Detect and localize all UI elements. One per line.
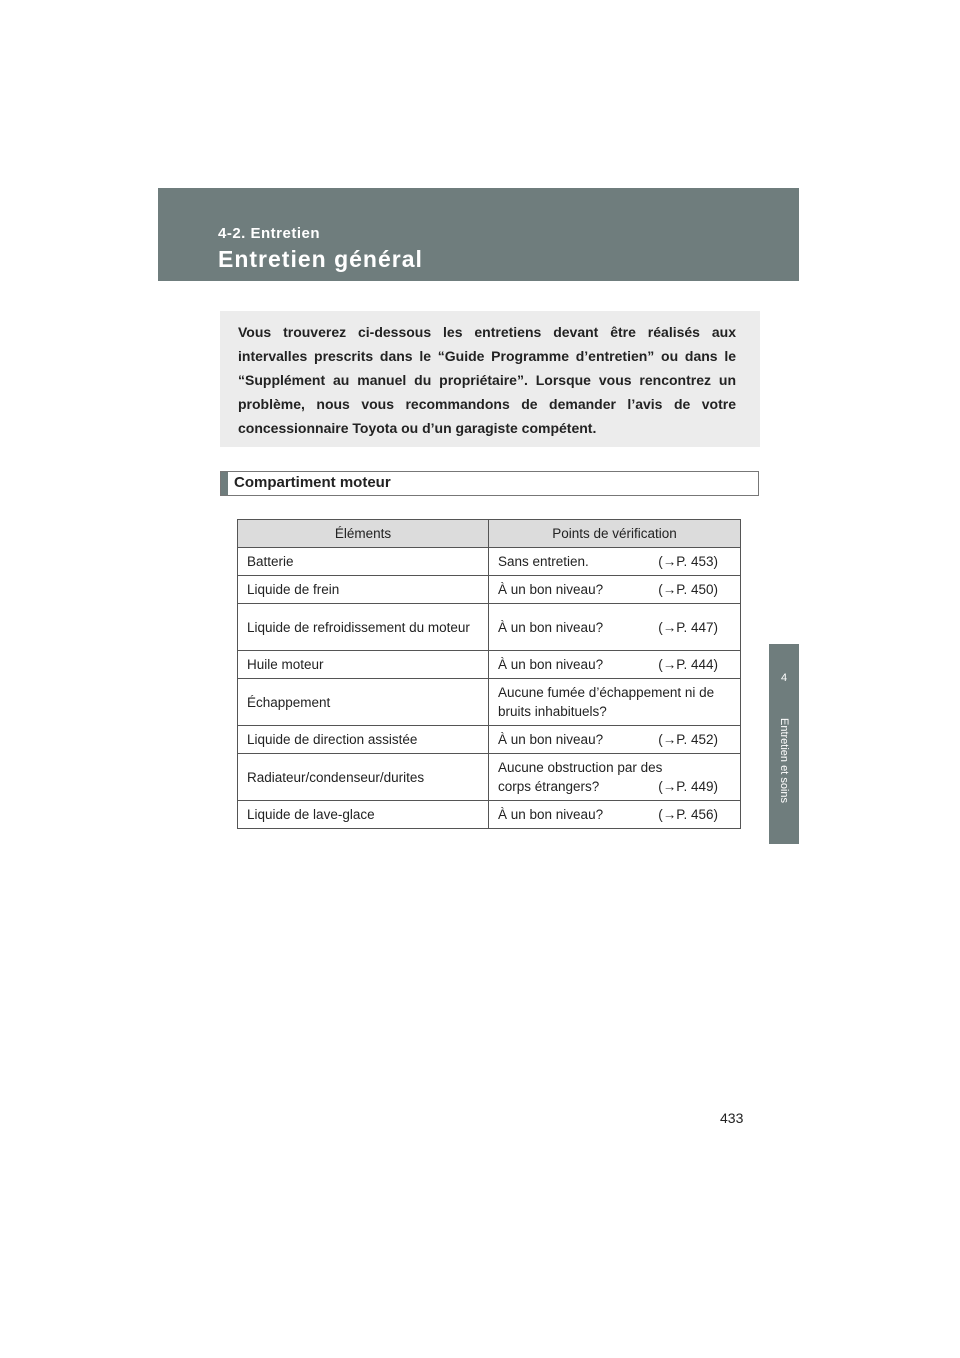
check-cell	[489, 651, 741, 679]
subheading-marker	[221, 472, 228, 495]
check-text: Aucune fumée d’échappement ni de bruits inhabituels?	[498, 685, 715, 719]
page-reference: (→P. 456)	[658, 807, 718, 822]
check-text: À un bon niveau?	[498, 582, 604, 597]
column-header: Éléments	[238, 520, 489, 548]
check-text: À un bon niveau?	[498, 807, 604, 822]
check-text: Sans entretien.	[498, 554, 589, 569]
item-cell: Huile moteur	[238, 651, 489, 679]
maintenance-table	[237, 519, 741, 829]
table-row	[238, 576, 741, 604]
item-cell: Échappement	[238, 679, 489, 726]
item-cell: Liquide de refroidissement du moteur	[238, 604, 489, 651]
page-reference: (→P. 453)	[658, 554, 718, 569]
check-cell	[489, 604, 741, 651]
item-cell: Liquide de lave-glace	[238, 801, 489, 829]
subheading: Compartiment moteur	[234, 474, 391, 491]
table-row	[238, 679, 741, 726]
item-cell: Batterie	[238, 548, 489, 576]
check-cell	[489, 679, 741, 726]
table-row	[238, 548, 741, 576]
check-cell	[489, 754, 741, 801]
chapter-label: Entretien et soins	[778, 718, 790, 803]
table-row	[238, 801, 741, 829]
page-reference: (→P. 450)	[658, 582, 718, 597]
check-cell	[489, 726, 741, 754]
check-text: À un bon niveau?	[498, 732, 604, 747]
check-text: À un bon niveau?	[498, 619, 604, 635]
item-cell: Liquide de frein	[238, 576, 489, 604]
page-reference: (→P. 444)	[658, 657, 718, 672]
page-title: Entretien général	[218, 246, 423, 272]
table-header-row	[238, 520, 741, 548]
page-reference: (→P. 449)	[658, 779, 718, 794]
check-cell	[489, 801, 741, 829]
intro-box	[220, 311, 760, 447]
table-row	[238, 754, 741, 801]
check-text: À un bon niveau?	[498, 657, 604, 672]
page-reference: (→P. 452)	[658, 732, 718, 747]
check-cell	[489, 576, 741, 604]
check-text: Aucune obstruction par des corps étrangers?	[498, 760, 663, 794]
column-header: Points de vérification	[489, 520, 741, 548]
subheading-box	[220, 471, 759, 496]
page-number: 433	[720, 1110, 744, 1126]
section-label: 4-2. Entretien	[218, 225, 321, 242]
page-reference: (→P. 447)	[658, 619, 718, 635]
intro-text: Vous trouverez ci-dessous les entretiens devant être réalisés aux intervalles prescrits dans le “Guide Programme d’entretien” ou dans le “Supplément au manuel du propriétaire”. Lorsque vous rencontrez un problème, nous vous recommandons de demander l’avis de votre concessionnaire Toyota ou d’un garagiste compétent.	[238, 324, 736, 436]
table-row	[238, 651, 741, 679]
item-cell: Liquide de direction assistée	[238, 726, 489, 754]
chapter-header	[158, 188, 799, 281]
check-cell	[489, 548, 741, 576]
chapter-number: 4	[780, 672, 788, 684]
table-row	[238, 726, 741, 754]
table-row	[238, 604, 741, 651]
item-cell: Radiateur/condenseur/durites	[238, 754, 489, 801]
